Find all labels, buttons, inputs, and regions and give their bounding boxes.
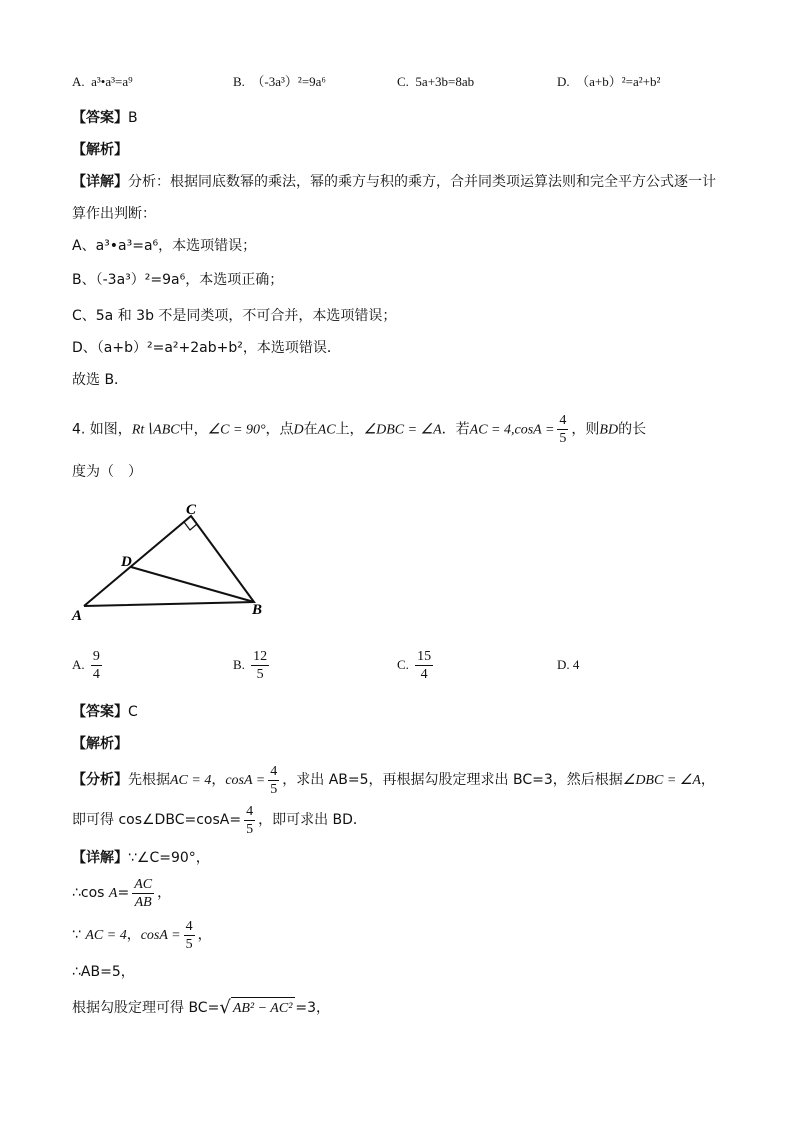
fraction-denominator: 5 bbox=[270, 781, 278, 797]
fraction-numerator: AC bbox=[134, 876, 153, 892]
q4-option-c bbox=[397, 645, 436, 685]
answer-tag: 【答案】 bbox=[72, 110, 128, 126]
option-label: A. bbox=[72, 657, 85, 672]
detail-text: ∴cos bbox=[72, 885, 105, 901]
stem-text: ．若 bbox=[441, 421, 470, 438]
analysis-text: ，即可求出 BD． bbox=[258, 812, 367, 828]
detail-text: ∵∠C=90°， bbox=[128, 850, 210, 866]
stem-triangle: Rt∖ABC bbox=[131, 422, 180, 438]
stem-text: ，点 bbox=[265, 421, 294, 438]
stem-prefix: 4. 如图， bbox=[72, 421, 132, 438]
triangle-outline bbox=[84, 516, 254, 606]
radical-sign: √ bbox=[219, 997, 231, 1018]
answer-tag: 【答案】 bbox=[72, 704, 128, 720]
detail-text: ， bbox=[126, 927, 141, 943]
q3-option-c bbox=[397, 72, 474, 92]
option-text: 5a+3b=8ab bbox=[415, 74, 475, 89]
q4-option-b bbox=[233, 645, 272, 685]
fraction-denominator: 4 bbox=[92, 666, 100, 682]
detail-text: =3， bbox=[295, 1000, 331, 1016]
q3-item-b: B、（-3a³）²=9a⁶，本选项正确； bbox=[72, 272, 284, 288]
q4-stem-line1 bbox=[72, 412, 646, 447]
analysis-text: ， bbox=[700, 772, 715, 788]
q4-option-d bbox=[557, 645, 579, 685]
detail-fraction bbox=[132, 876, 154, 911]
option-fraction bbox=[251, 648, 269, 683]
analysis-tag: 【解析】 bbox=[72, 736, 128, 752]
analysis-fraction bbox=[268, 763, 279, 798]
q4-analysis-line2 bbox=[72, 800, 367, 840]
label-c: C bbox=[186, 502, 197, 518]
q3-item-d: D、（a+b）²=a²+2ab+b²，本选项错误． bbox=[72, 340, 341, 356]
q4-detail-line1 bbox=[72, 848, 210, 868]
stem-point-d: D bbox=[293, 422, 304, 438]
detail-ac: AC = 4 bbox=[85, 928, 127, 943]
option-fraction bbox=[91, 648, 102, 683]
q4-detail-line5 bbox=[72, 994, 330, 1022]
label-b: B bbox=[252, 602, 263, 618]
detail-text: 分析：根据同底数幂的乘法，幂的乘方与积的乘方，合并同类项运算法则和完全平方公式逐一计 bbox=[128, 174, 716, 190]
detail-text: ， bbox=[157, 885, 172, 901]
analysis-ac: AC = 4 bbox=[170, 773, 212, 788]
detail-fraction bbox=[184, 918, 195, 953]
q3-detail-line1 bbox=[72, 172, 716, 192]
q3-conclusion: 故选 B． bbox=[72, 372, 129, 388]
analysis-fraction bbox=[244, 803, 255, 838]
detail-text: = bbox=[117, 885, 130, 901]
fraction-numerator: 4 bbox=[185, 918, 193, 934]
fraction-denominator: 5 bbox=[256, 666, 264, 682]
fraction-denominator: 5 bbox=[559, 431, 567, 446]
q4-detail-line2 bbox=[72, 872, 171, 915]
detail-text: 根据勾股定理可得 BC= bbox=[72, 1000, 220, 1016]
fraction-numerator: 4 bbox=[270, 763, 278, 779]
fraction-numerator: 4 bbox=[559, 413, 567, 428]
fraction-numerator: 4 bbox=[246, 803, 254, 819]
stem-text: 上， bbox=[335, 421, 364, 438]
q4-analysis-tag bbox=[72, 734, 128, 754]
fraction-numerator: 15 bbox=[417, 648, 432, 664]
detail-text: ∵ bbox=[72, 927, 81, 943]
answer-value: B bbox=[128, 110, 138, 126]
q3-item-a: A、a³•a³=a⁶，本选项错误； bbox=[72, 238, 257, 254]
option-text: （a+b）²=a²+b² bbox=[576, 74, 661, 89]
fraction-numerator: 9 bbox=[92, 648, 100, 664]
detail-cos: cosA = bbox=[140, 928, 181, 943]
fraction-denominator: 5 bbox=[246, 821, 254, 837]
stem-text: 中， bbox=[179, 421, 208, 438]
stem-angle-c: ∠C = 90° bbox=[207, 422, 266, 438]
option-fraction bbox=[415, 648, 433, 683]
stem-text: 的长 bbox=[618, 421, 647, 438]
detail-tag: 【详解】 bbox=[72, 850, 128, 866]
stem-fraction bbox=[557, 412, 568, 447]
analysis-text: ，求出 AB=5，再根据勾股定理求出 BC=3，然后根据 bbox=[282, 772, 623, 788]
fraction-denominator: 4 bbox=[420, 666, 428, 682]
option-label: C. bbox=[397, 657, 409, 672]
option-label: B. bbox=[233, 657, 245, 672]
option-label: A. bbox=[72, 74, 85, 89]
option-label: C. bbox=[397, 74, 409, 89]
q3-analysis-tag bbox=[72, 140, 128, 160]
radicand: AB² − AC² bbox=[231, 997, 296, 1019]
analysis-text: 先根据 bbox=[128, 772, 170, 788]
segment-db bbox=[131, 567, 254, 602]
analysis-tag: 【解析】 bbox=[72, 142, 128, 158]
option-label: D. bbox=[557, 657, 570, 672]
option-label: D. bbox=[557, 74, 570, 89]
analysis-text: 即可得 cos∠DBC=cosA= bbox=[72, 812, 242, 828]
q4-option-a bbox=[72, 645, 105, 685]
q4-analysis-line1 bbox=[72, 760, 715, 801]
q3-detail-line2: 算作出判断： bbox=[72, 206, 156, 222]
option-value: 4 bbox=[572, 657, 580, 672]
stem-angles: ∠DBC = ∠A bbox=[363, 422, 442, 438]
analysis-cos: cosA = bbox=[225, 773, 266, 788]
q3-answer bbox=[72, 108, 138, 128]
option-text: （-3a³）²=9a⁶ bbox=[251, 74, 326, 89]
stem-text: ，则 bbox=[571, 421, 600, 438]
q4-stem-line2: 度为（ ） bbox=[72, 464, 142, 480]
q3-option-d bbox=[557, 72, 660, 92]
analysis-head: 【分析】 bbox=[72, 772, 128, 788]
label-d: D bbox=[121, 554, 132, 570]
label-a: A bbox=[72, 608, 83, 624]
stem-segment-ac: AC bbox=[317, 422, 336, 438]
q4-detail-line3 bbox=[72, 914, 212, 957]
q4-answer bbox=[72, 702, 138, 722]
analysis-angles: ∠DBC = ∠A bbox=[622, 773, 701, 788]
fraction-numerator: 12 bbox=[253, 648, 268, 664]
q3-option-b bbox=[233, 72, 326, 92]
fraction-denominator: AB bbox=[134, 894, 152, 910]
q3-option-a bbox=[72, 72, 133, 92]
stem-condition: AC = 4,cosA = bbox=[469, 422, 555, 438]
q4-detail-line4: ∴AB=5， bbox=[72, 964, 135, 980]
option-label: B. bbox=[233, 74, 245, 89]
square-root bbox=[219, 997, 295, 1019]
stem-segment-bd: BD bbox=[599, 422, 619, 438]
detail-angle-a: A bbox=[108, 886, 118, 901]
fraction-denominator: 5 bbox=[185, 936, 193, 952]
detail-tag: 【详解】 bbox=[72, 174, 128, 190]
triangle-figure bbox=[68, 498, 278, 626]
stem-text: 在 bbox=[303, 421, 318, 438]
option-text: a³•a³=a⁹ bbox=[91, 74, 133, 89]
q3-item-c: C、5a 和 3b 不是同类项，不可合并，本选项错误； bbox=[72, 308, 397, 324]
analysis-text: ， bbox=[211, 772, 226, 788]
detail-text: ， bbox=[197, 927, 212, 943]
answer-value: C bbox=[128, 704, 138, 720]
